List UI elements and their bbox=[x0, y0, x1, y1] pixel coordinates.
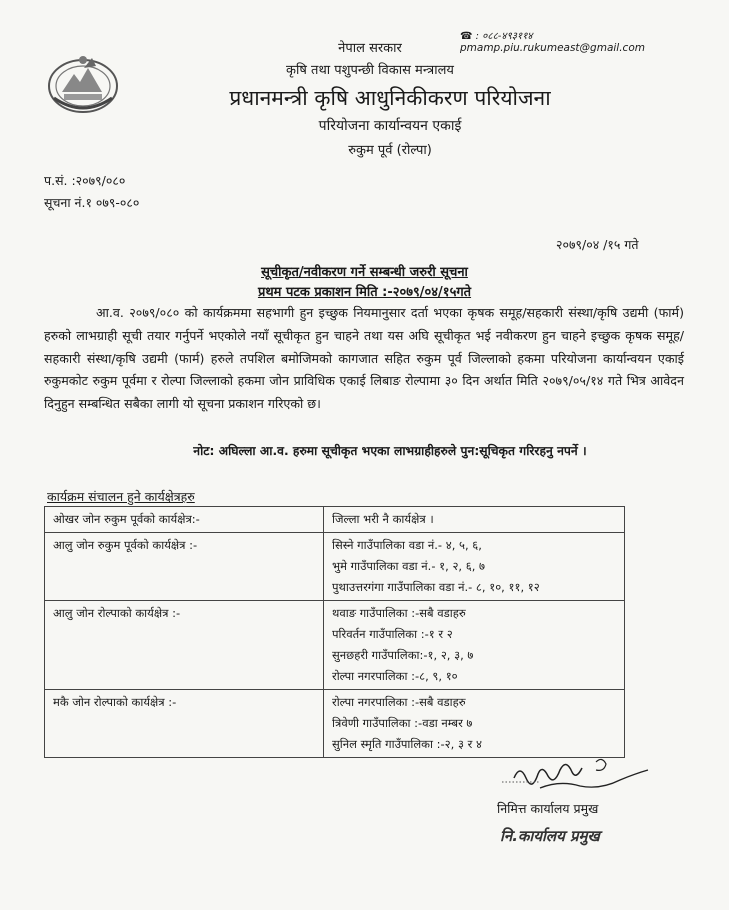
zone-label: आलु जोन रुकुम पूर्वको कार्यक्षेत्र :- bbox=[53, 538, 198, 552]
area-item: रोल्पा नगरपालिका :-८, ९, १० bbox=[332, 669, 458, 683]
area-item: सुनछहरी गाउँपालिका:-१, २, ३, ७ bbox=[332, 648, 474, 662]
notice-title: सूचीकृत/नवीकरण गर्ने सम्बन्धी जरुरी सूचना bbox=[261, 265, 468, 280]
government-name: नेपाल सरकार bbox=[338, 41, 402, 56]
project-name: प्रधानमन्त्री कृषि आधुनिकीकरण परियोजना bbox=[229, 86, 551, 110]
notice-subtitle: प्रथम पटक प्रकाशन मिति :-२०७९/०४/१५गते bbox=[257, 285, 472, 300]
contact-email: pmamp.piu.rukumeast@gmail.com bbox=[460, 42, 645, 54]
ministry-name: कृषि तथा पशुपन्छी विकास मन्त्रालय bbox=[286, 63, 454, 78]
zone-label: ओखर जोन रुकुम पूर्वको कार्यक्षेत्र:- bbox=[53, 512, 200, 526]
zone-label: आलु जोन रोल्पाको कार्यक्षेत्र :- bbox=[53, 606, 181, 620]
office-location: रुकुम पूर्व (रोल्पा) bbox=[348, 143, 432, 158]
letter-number: प.सं. :२०७९/०८० bbox=[44, 173, 126, 188]
area-item: थवाङ गाउँपालिका :-सबै वडाहरु bbox=[332, 606, 466, 620]
signatory-label: निमित्त कार्यालय प्रमुख bbox=[497, 801, 599, 816]
area-item: भुमे गाउँपालिका वडा नं.- १, २, ६, ७ bbox=[332, 559, 485, 573]
table-row bbox=[45, 601, 625, 690]
area-item: त्रिवेणी गाउँपालिका :-वडा नम्बर ७ bbox=[332, 716, 473, 730]
table-row bbox=[45, 507, 625, 533]
notice-note: नोट: अघिल्ला आ.व. हरुमा सूचीकृत भएका लाभग्राहीहरुले पुन:सूचिकृत गरिरहनु नपर्ने । bbox=[193, 444, 587, 458]
table-row bbox=[45, 533, 625, 601]
areas-table bbox=[44, 506, 625, 758]
notice-body: आ.व. २०७९/०८० को कार्यक्रममा सहभागी हुन इच्छुक नियमानुसार दर्ता भएका कृषक समूह/सहकारी संस्था/कृषि उद्यमी (फार्म) हरुको लाभग्राही सूची तयार गर्नुपर्ने भएकोले नयाँ सूचीकृत हुन चाहने तथा यस अघि सूचीकृत भई नवीकरण हुन चाहने इच्छुक कृषक समूह/सहकारी संस्था/कृषि उद्यमी (फार्म) हरुले तपशिल बमोजिमको कागजात सहित रुकुम पूर्व जिल्लाको हकमा परियोजना कार्यान्वयन एकाई रुकुमकोट रुकुम पूर्वमा र रोल्पा जिल्लाको हकमा जोन प्राविधिक एकाई लिबाङ रोल्पामा ३० दिन अर्थात मिति २०७९/०५/१४ गते भित्र आवेदन दिनुहुन सम्बन्धित सबैका लागी यो सूचना प्रकाशन गरिएको छ। bbox=[44, 305, 684, 412]
area-item: पुथाउत्तरगंगा गाउँपालिका वडा नं.- ८, १०, ११, १२ bbox=[332, 580, 540, 594]
unit-name: परियोजना कार्यान्वयन एकाई bbox=[318, 118, 462, 134]
area-item: रोल्पा नगरपालिका :-सबै वडाहरु bbox=[332, 695, 466, 709]
areas-title: कार्यक्रम संचालन हुने कार्यक्षेत्रहरु bbox=[47, 489, 195, 504]
notice-number: सूचना नं.१ ०७९-०८० bbox=[44, 195, 140, 210]
area-item: सिस्ने गाउँपालिका वडा नं.- ४, ५, ६, bbox=[332, 538, 482, 552]
notice-date: २०७९/०४ /१५ गते bbox=[556, 237, 639, 252]
office-stamp: नि.कार्यालय प्रमुख bbox=[500, 827, 600, 845]
area-item: जिल्ला भरी नै कार्यक्षेत्र । bbox=[332, 512, 434, 526]
area-item: सुनिल स्मृति गाउँपालिका :-२, ३ र ४ bbox=[332, 737, 482, 751]
handwritten-signature bbox=[500, 752, 670, 798]
contact-phone: ☎ : ०८८-४९३११४ bbox=[460, 31, 533, 42]
area-item: परिवर्तन गाउँपालिका :-१ र २ bbox=[332, 627, 453, 641]
zone-label: मकै जोन रोल्पाको कार्यक्षेत्र :- bbox=[53, 695, 177, 709]
table-row bbox=[45, 690, 625, 758]
